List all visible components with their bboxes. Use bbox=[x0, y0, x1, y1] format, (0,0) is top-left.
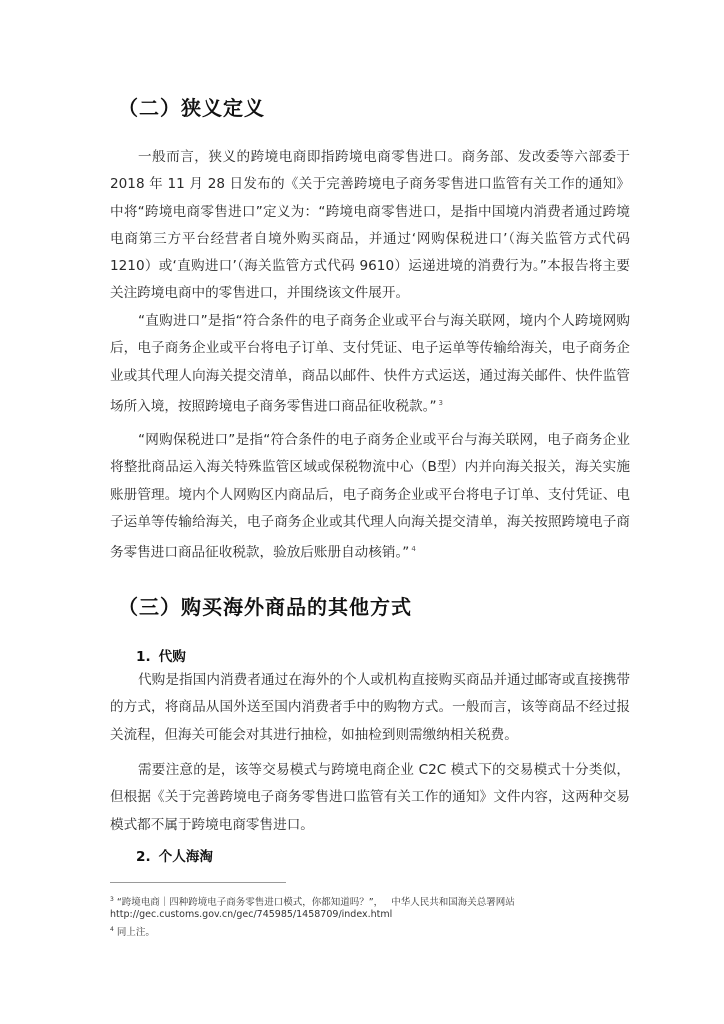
footnote-4 bbox=[110, 923, 630, 940]
footnote-ref-3: 3 bbox=[438, 398, 443, 407]
paragraph-direct-import-text: “直购进口”是指“符合条件的电子商务企业或平台与海关联网，境内个人跨境网购后，电子商务企业或平台将电子订单、支付凭证、电子运单等传输给海关，电子商务企业或其代理人向海关提交清单，商品以邮件、快件方式运送，通过海关邮件、快件监管场所入境，按照跨境电子商务零售进口商品征收税款。” bbox=[110, 313, 630, 415]
subheading-daigou-number: 1. bbox=[136, 649, 151, 665]
footnote-3-source: 中华人民共和国海关总署网站 bbox=[391, 897, 515, 909]
subheading-haitao-number: 2. bbox=[136, 849, 151, 865]
section-heading-other-methods: （三）购买海外商品的其他方式 bbox=[118, 595, 412, 619]
subheading-haitao-title: 个人海淘 bbox=[158, 849, 213, 865]
footnote-4-mark: 4 bbox=[110, 926, 114, 933]
footnote-separator bbox=[110, 882, 286, 883]
footnote-ref-4: 4 bbox=[411, 545, 416, 554]
footnote-3-url[interactable]: http://gec.customs.gov.cn/gec/745985/1458709/index.html bbox=[110, 909, 393, 920]
paragraph-c2c-note: 需要注意的是，该等交易模式与跨境电商企业 C2C 模式下的交易模式十分类似，但根据《关于完善跨境电子商务零售进口监管有关工作的通知》文件内容，这两种交易模式都不属于跨境电商零售进口。 bbox=[110, 762, 630, 833]
paragraph-narrow-definition: 一般而言，狭义的跨境电商即指跨境电商零售进口。商务部、发改委等六部委于 2018 年 11 月 28 日发布的《关于完善跨境电子商务零售进口监管有关工作的通知》中将“跨境电商零售进口”定义为：“跨境电商零售进口，是指中国境内消费者通过跨境电商第三方平台经营者自境外购买商品，并通过‘网购保税进口’（海关监管方式代码 1210）或‘直购进口’（海关监管方式代码 9610）运递进境的消费行为。”本报告将主要关注跨境电商中的零售进口，并围绕该文件展开。 bbox=[110, 149, 630, 302]
paragraph-direct-import bbox=[110, 308, 630, 421]
footnote-3-text: “跨境电商｜四种跨境电子商务零售进口模式，你都知道吗？”， bbox=[116, 897, 384, 909]
subheading-daigou bbox=[136, 645, 186, 665]
paragraph-bonded-import-text: “网购保税进口”是指“符合条件的电子商务企业或平台与海关联网，电子商务企业将整批商品运入海关特殊监管区域或保税物流中心（B型）内并向海关报关，海关实施账册管理。境内个人网购区内商品后，电子商务企业或平台将电子订单、支付凭证、电子运单等传输给海关，电子商务企业或其代理人向海关提交清单，海关按照跨境电子商务零售进口商品征收税款，验放后账册自动核销。” bbox=[110, 432, 630, 561]
footnote-3-mark: 3 bbox=[110, 896, 114, 903]
subheading-personal-haitao bbox=[136, 845, 213, 865]
subheading-daigou-title: 代购 bbox=[158, 649, 186, 665]
section-heading-narrow-definition: （二）狭义定义 bbox=[118, 96, 265, 120]
paragraph-daigou: 代购是指国内消费者通过在海外的个人或机构直接购买商品并通过邮寄或直接携带的方式，将商品从国外送至国内消费者手中的购物方式。一般而言，该等商品不经过报关流程，但海关可能会对其进行抽检，如抽检到则需缴纳相关税费。 bbox=[110, 672, 630, 743]
paragraph-bonded-import bbox=[110, 427, 630, 567]
footnote-4-text: 同上注。 bbox=[116, 927, 155, 939]
